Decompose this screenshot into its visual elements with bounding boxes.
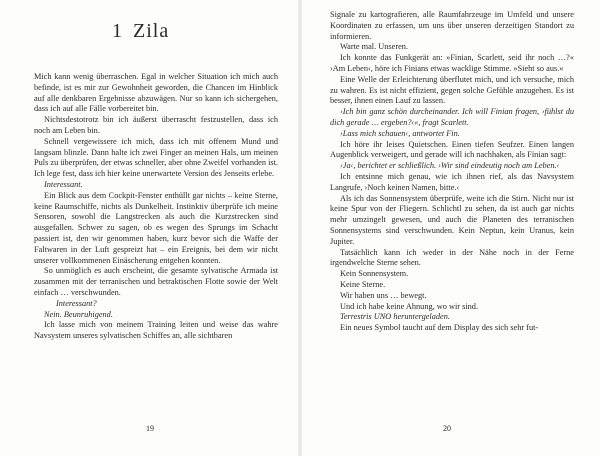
paragraph: ›Ja‹, berichtet er schließlich. ›Wir sind eindeutig noch am Leben.‹	[340, 161, 560, 171]
paragraph: Mich kann wenig überraschen. Egal in welcher Situation ich mich auch befinde, ist es mir zur Gewohnheit geworden, die Chancen im Hinblick auf alle denkbaren Ergebnisse abzuwägen. Nur so kann ich sichergehen, dass ich auf alle Fälle vorbereitet bin.	[34, 72, 278, 114]
paragraph: Ein neues Symbol taucht auf dem Display des sich sehr fut-	[340, 323, 539, 333]
paragraph: Interessant?	[56, 298, 97, 308]
paragraph: Nichtsdestotrotz bin ich äußerst überrascht festzustellen, dass ich noch am Leben bin.	[34, 115, 278, 135]
paragraph: Tatsächlich kann ich weder in der Nähe noch in der Ferne irgendwelche Sterne sehen.	[330, 247, 574, 268]
paragraph: Eine Welle der Erleichterung überflutet mich, und ich versuche, mich zu wahren. Es ist nicht effizient, gegen solche Gefühle anzugehen. Es ist besser, ihnen einen Lauf zu lassen.	[330, 74, 574, 106]
paragraph: Ich höre ihr leises Quietschen. Einen tiefen Seufzer. Einen langen Augenblick verweigert, und gerade will ich nachhaken, als Finian sagt:	[330, 139, 574, 160]
left-page-body	[34, 72, 278, 342]
paragraph: Kein Sonnensystem.	[340, 269, 409, 279]
paragraph: Interessant.	[44, 179, 83, 189]
right-page	[300, 0, 600, 456]
paragraph: Nein. Beunruhigend.	[44, 309, 113, 319]
chapter-number: 1	[112, 20, 123, 42]
paragraph: Als ich das Sonnensystem überprüfe, weite ich die Stirn. Nicht nur ist keine Spur von der Fliegern. Schlichtl zu sehen, da ist auch gar nichts mehr umzingelt gewesen, und auch die Planeten des terranischen Sonnensystems sind verschwunden. Kein Neptun, kein Uranus, kein Jupiter.	[330, 193, 574, 246]
paragraph: Ich lasse mich von meinem Training leiten und weise das wahre Navsystem unseres sylvatischen Schiffes an, alle sichtbaren	[34, 320, 278, 341]
paragraph: Signale zu kartografieren, alle Raumfahrzeuge im Umfeld und unsere Koordinaten zu erfassen, um uns über unseren derzeitigen Standort zu informieren.	[330, 10, 574, 41]
paragraph: So unmöglich es auch erscheint, die gesamte sylvatische Armada ist zusammen mit der terranischen und betraktischen Flotte sowie der Welt einfach … verschwunden.	[34, 266, 278, 297]
paragraph: Terrestris UNO heruntergeladen.	[340, 312, 450, 322]
paragraph: Keine Sterne.	[340, 279, 386, 289]
chapter-heading	[112, 20, 169, 43]
right-page-body	[330, 10, 574, 334]
chapter-title: Zila	[133, 20, 170, 42]
paragraph: Ein Blick aus dem Cockpit-Fenster enthüllt gar nichts – keine Sterne, keine Raumschiffe, nichts als Dunkelheit. Instinktiv überprüfe ich meine Sensoren, sowohl die Langstrecken als auch die Kurzstrecken sind ausgefallen. Schwer zu sagen, ob es wegen des Sprungs im Schacht passiert ist, den wir genommen haben, kurz bevor sich die Waffe der Faltwaren in der Luft gespreizt hat – ein Ereignis, bei dem wir nicht unserer vollkommenen Einäscherung entgehen konnten.	[34, 190, 278, 265]
paragraph: Und ich habe keine Ahnung, wo wir sind.	[340, 301, 479, 311]
paragraph: Schnell vergewissere ich mich, dass ich mit offenem Mund und langsam blinzle. Dann halte ich zwei Finger an meinen Hals, um meinen Puls zu überprüfen, der etwas schneller, aber ohne Zweifel vorhanden ist. Ich lege fest, dass ich hier keine unerwartete Version des Jenseits erlebe.	[34, 136, 278, 179]
paragraph: ›Lass mich schauen‹, antwortet Fin.	[340, 128, 460, 138]
paragraph: Wir haben uns … bewegt.	[340, 290, 427, 300]
page-number-right: 20	[443, 424, 451, 433]
paragraph: Ich konnte das Funkgerät an: »Finian, Scarlett, seid ihr noch …?« ›Am Leben‹, höre ich Finians etwas wacklige Stimme. »Sieht so aus.«	[330, 53, 574, 73]
page-number-left: 19	[146, 424, 154, 433]
paragraph: Warte mal. Unseren.	[340, 42, 408, 52]
paragraph: ›Ich bin ganz schön durcheinander. Ich will Finian fragen, ›fühlst du dich gerade … ergeben?‹«, fragt Scarlett.	[330, 107, 574, 127]
paragraph: Ich entsinne mich genau, wie ich ihnen rief, als das Navsystem Langrufe, ›Noch keinen Namen, bitte.‹	[330, 171, 574, 192]
